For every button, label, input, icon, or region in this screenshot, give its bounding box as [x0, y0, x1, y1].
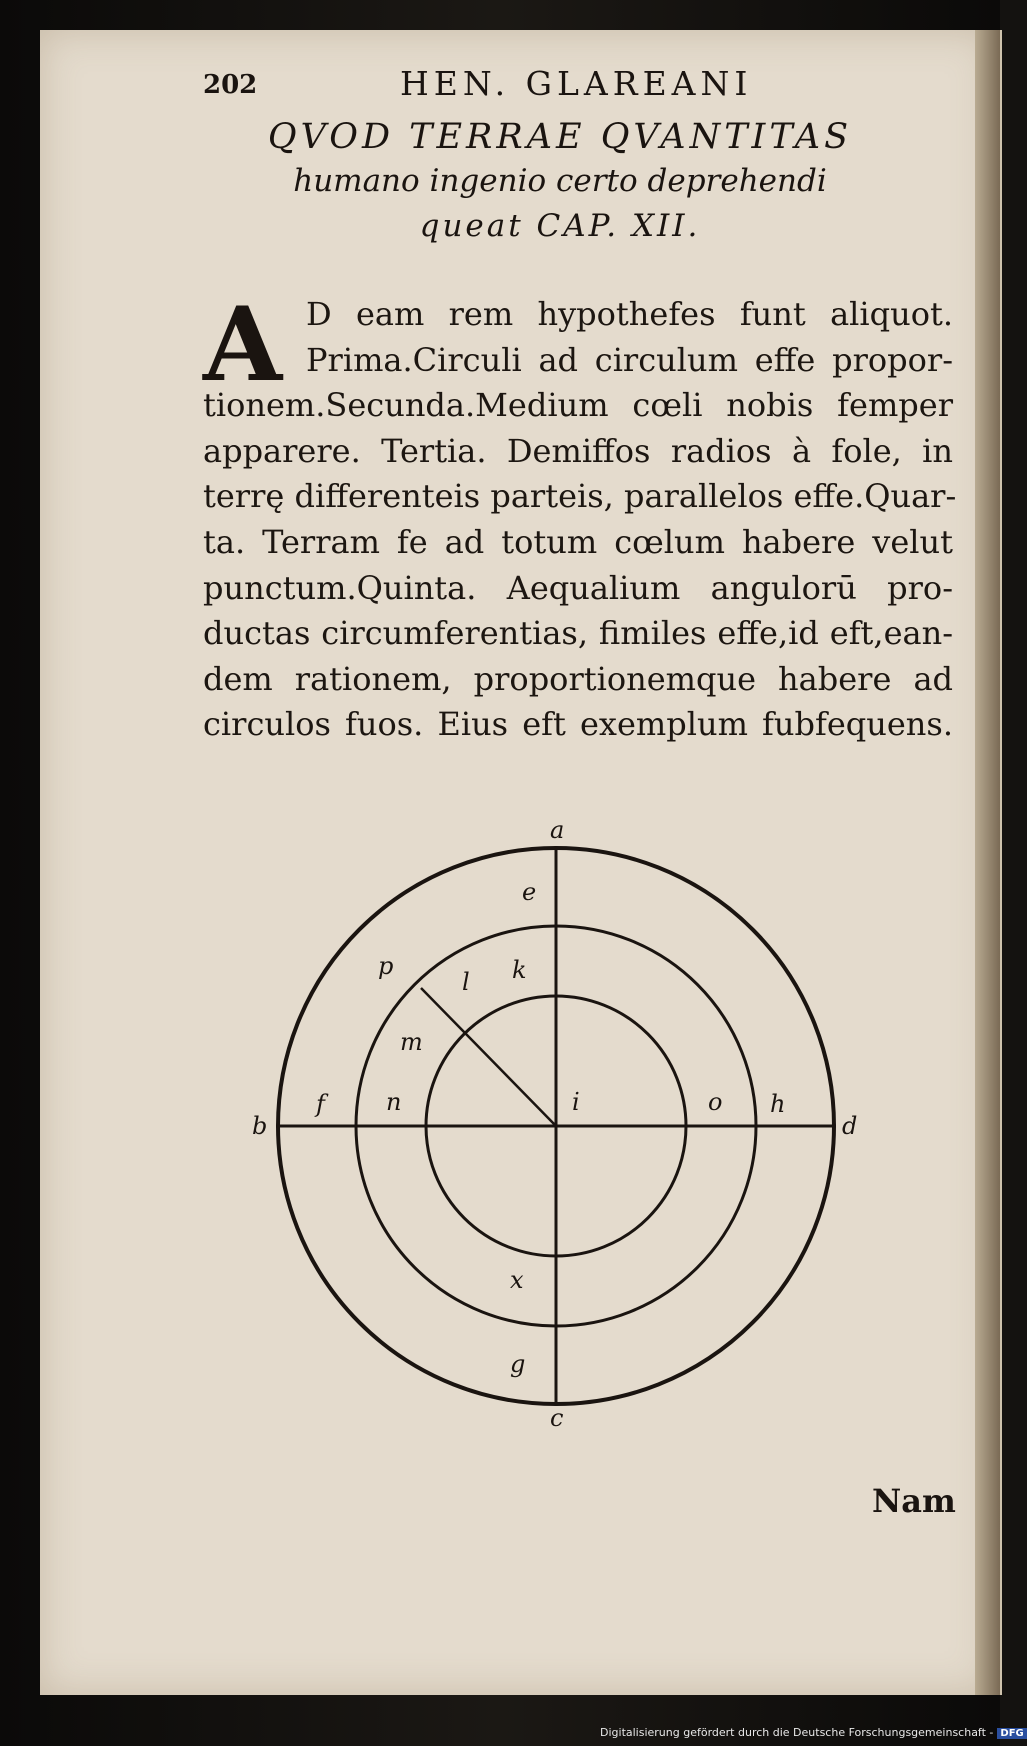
- label-a: a: [550, 816, 565, 844]
- page-number: 202: [203, 70, 258, 100]
- label-e: e: [522, 878, 537, 906]
- label-b: b: [252, 1112, 268, 1140]
- text-line: tionem.Secunda.Medium cœli nobis femper: [203, 386, 953, 425]
- label-h: h: [770, 1090, 786, 1118]
- digitization-credit: [600, 1726, 1024, 1744]
- text-line: dem rationem, proportionemque habere ad: [203, 659, 953, 698]
- label-l: l: [462, 968, 470, 996]
- catchword: Nam: [872, 1482, 956, 1520]
- label-o: o: [708, 1088, 723, 1116]
- text-line: apparere. Tertia. Demiffos radios à fole, in: [203, 431, 953, 470]
- label-m: m: [400, 1028, 423, 1056]
- dfg-logo: DFG: [997, 1728, 1026, 1739]
- text-line: D eam rem hypothefes funt aliquot.: [306, 295, 953, 333]
- text-line: punctum.Quinta. Aequalium angulorū pro-: [203, 568, 953, 607]
- label-c: c: [550, 1404, 564, 1432]
- label-g: g: [510, 1350, 526, 1378]
- running-head: HEN. GLAREANI: [400, 64, 753, 103]
- label-k: k: [512, 956, 527, 984]
- label-x: x: [510, 1266, 524, 1294]
- label-n: n: [386, 1088, 402, 1116]
- text-line: terrę differenteis parteis, parallelos effe.Quar-: [203, 477, 957, 516]
- footer-text: Digitalisierung gefördert durch die Deutsche Forschungsgemeinschaft -: [600, 1726, 994, 1739]
- label-d: d: [842, 1112, 858, 1140]
- text-line: ta. Terram fe ad totum cœlum habere velut: [203, 522, 953, 561]
- chapter-heading-line-3: queat CAP. XII.: [419, 208, 701, 244]
- text-line: circulos fuos. Eius eft exemplum fubfequens.: [203, 705, 953, 744]
- label-f: f: [316, 1090, 325, 1118]
- label-p: p: [378, 952, 394, 980]
- label-i: i: [572, 1088, 580, 1116]
- drop-cap-initial: A: [203, 285, 283, 405]
- chapter-heading-line-2: humano ingenio certo deprehendi: [293, 163, 827, 199]
- radius-line: [421, 988, 556, 1126]
- text-line: ductas circumferentias, fimiles effe,id eft,ean-: [203, 614, 953, 653]
- text-line: Prima.Circuli ad circulum effe propor-: [306, 340, 953, 379]
- chapter-heading-line-1: QVOD TERRAE QVANTITAS: [267, 117, 853, 157]
